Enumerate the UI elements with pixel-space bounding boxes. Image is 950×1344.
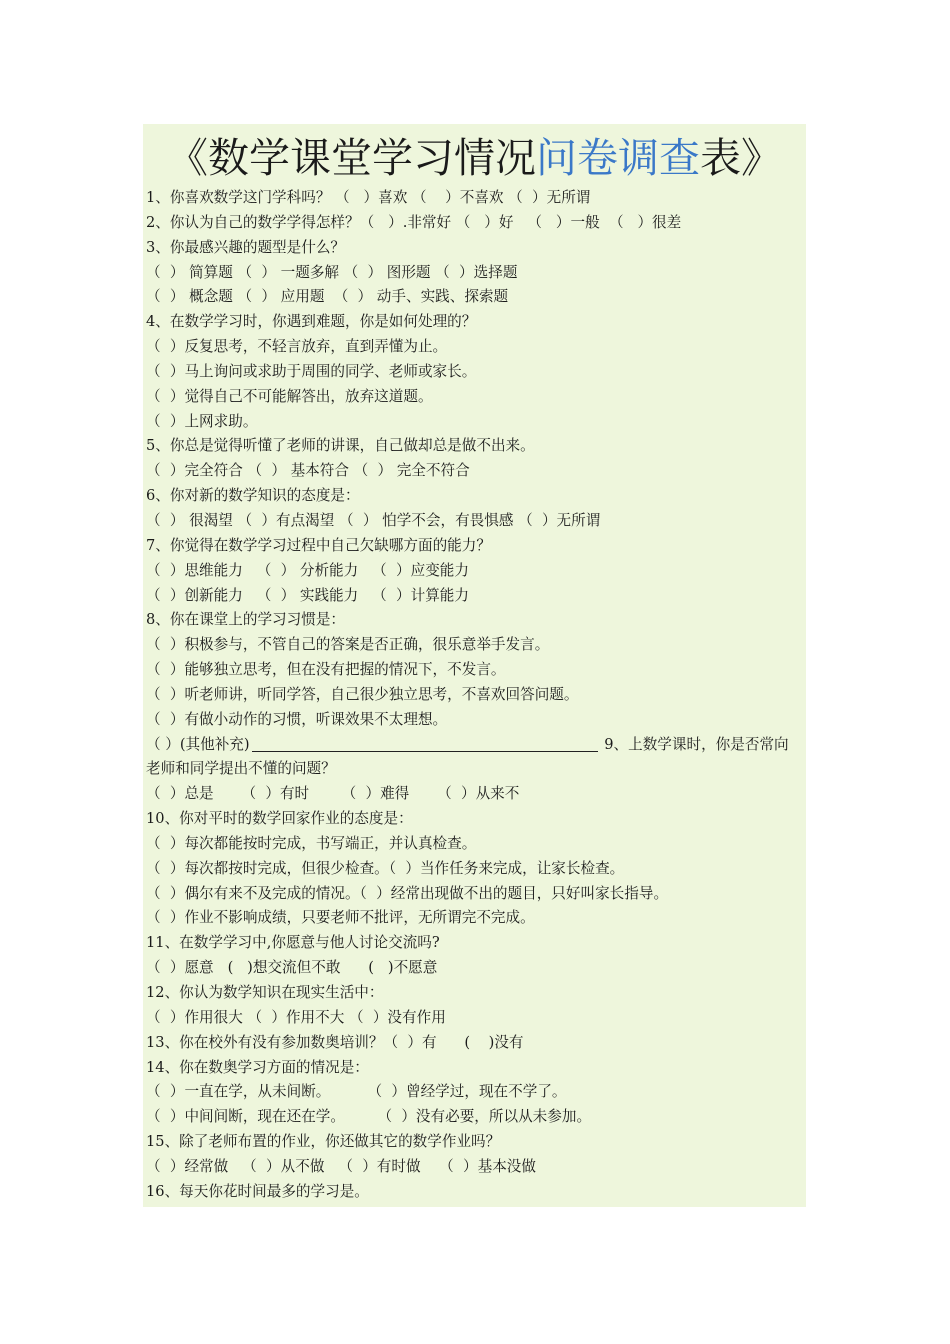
text-line: （ ）思维能力 （ ） 分析能力 （ ）应变能力	[146, 561, 469, 579]
title-part-1: 《数学课堂学习情况	[167, 134, 536, 182]
text-line: （ ）上网求助。	[146, 412, 258, 430]
text-line: 4、在数学学习时，你遇到难题，你是如何处理的？	[146, 313, 477, 331]
text-line: 16、每天你花时间最多的学习是。	[146, 1182, 369, 1200]
text-line: 6、你对新的数学知识的态度是：	[146, 487, 360, 505]
text-line: 10、你对平时的数学回家作业的态度是：	[146, 810, 413, 828]
text-line: 1、你喜欢数学这门学科吗？ （ ）喜欢 （ ）不喜欢 （ ）无所谓	[146, 189, 591, 206]
text-line: （ ）觉得自己不可能解答出，放弃这道题。	[146, 387, 433, 405]
fill-in-blank[interactable]	[252, 735, 598, 752]
text-line: （ ）每次都按时完成，但很少检查。（ ）当作任务来完成，让家长检查。	[146, 859, 625, 877]
text-line: 5、你总是觉得听懂了老师的讲课，自己做却总是做不出来。	[146, 437, 535, 455]
other-supplement-line	[146, 733, 806, 758]
text-line: 15、除了老师布置的作业，你还做其它的数学作业吗？	[146, 1133, 501, 1151]
text-line: （ ）作用很大 （ ）作用不大 （ ）没有作用	[146, 1008, 446, 1026]
text-line: （ ）每次都能按时完成，书写端正，并认真检查。	[146, 834, 477, 852]
text-line: 11、在数学学习中,你愿意与他人讨论交流吗?	[146, 934, 440, 952]
text-line: （ ）一直在学，从未间断。 （ ）曾经学过，现在不学了。	[146, 1083, 567, 1101]
text-line: （ ）作业不影响成绩，只要老师不批评，无所谓完不完成。	[146, 909, 535, 927]
text-line: （ ）总是 （ ）有时 （ ）难得 （ ）从来不	[146, 785, 520, 803]
text-line: 7、你觉得在数学学习过程中自己欠缺哪方面的能力？	[146, 536, 491, 554]
other-supplement-label: （ ）(其他补充)	[146, 735, 250, 753]
text-line: （ ） 概念题 （ ） 应用题 （ ） 动手、实践、探索题	[146, 288, 509, 306]
text-line: 14、你在数奥学习方面的情况是：	[146, 1058, 369, 1076]
title-part-3: 表》	[700, 134, 782, 182]
document-title	[143, 132, 806, 184]
text-line: （ ） 很渴望 （ ）有点渴望 （ ） 怕学不会，有畏惧感 （ ）无所谓	[146, 511, 601, 529]
text-line: （ ）创新能力 （ ） 实践能力 （ ）计算能力	[146, 586, 469, 604]
text-line: （ ）偶尔有来不及完成的情况。（ ）经常出现做不出的题目，只好叫家长指导。	[146, 884, 669, 902]
text-line: 2、你认为自己的数学学得怎样？（ ）.非常好 （ ）好 （ ）一般 （ ）很差	[146, 213, 682, 231]
text-line: （ ）有做小动作的习惯，听课效果不太理想。	[146, 710, 448, 728]
text-line: （ ）经常做 （ ）从不做 （ ）有时做 （ ）基本没做	[146, 1157, 536, 1175]
text-line: （ ）完全符合 （ ） 基本符合 （ ） 完全不符合	[146, 462, 470, 480]
text-line: （ ）能够独立思考，但在没有把握的情况下，不发言。	[146, 661, 506, 679]
text-line: （ ）马上询问或求助于周围的同学、老师或家长。	[146, 362, 477, 380]
text-line: 3、你最感兴趣的题型是什么？	[146, 238, 346, 256]
text-line: （ ）反复思考，不轻言放弃，直到弄懂为止。	[146, 338, 448, 356]
text-line: 13、你在校外有没有参加数奥培训？（ ）有 ( )没有	[146, 1033, 524, 1051]
text-line: （ ）听老师讲，听同学答，自己很少独立思考，不喜欢回答问题。	[146, 685, 579, 703]
text-line: （ ） 简算题 （ ） 一题多解 （ ） 图形题 （ ）选择题	[146, 263, 518, 281]
title-part-2-link[interactable]: 问卷调查	[536, 134, 700, 182]
question-9-start: 9、上数学课时，你是否常向	[599, 735, 789, 753]
text-line: 老师和同学提出不懂的问题？	[146, 760, 336, 778]
text-line: 8、你在课堂上的学习习惯是：	[146, 611, 346, 629]
question-list	[146, 186, 806, 1205]
text-line: （ ）愿意 ( )想交流但不敢 ( )不愿意	[146, 959, 438, 977]
questionnaire-sheet	[143, 124, 806, 1207]
text-line: 12、你认为数学知识在现实生活中：	[146, 984, 384, 1001]
text-line: （ ）积极参与，不管自己的答案是否正确，很乐意举手发言。	[146, 636, 550, 654]
text-line: （ ）中间间断，现在还在学。 （ ）没有必要，所以从未参加。	[146, 1108, 592, 1126]
